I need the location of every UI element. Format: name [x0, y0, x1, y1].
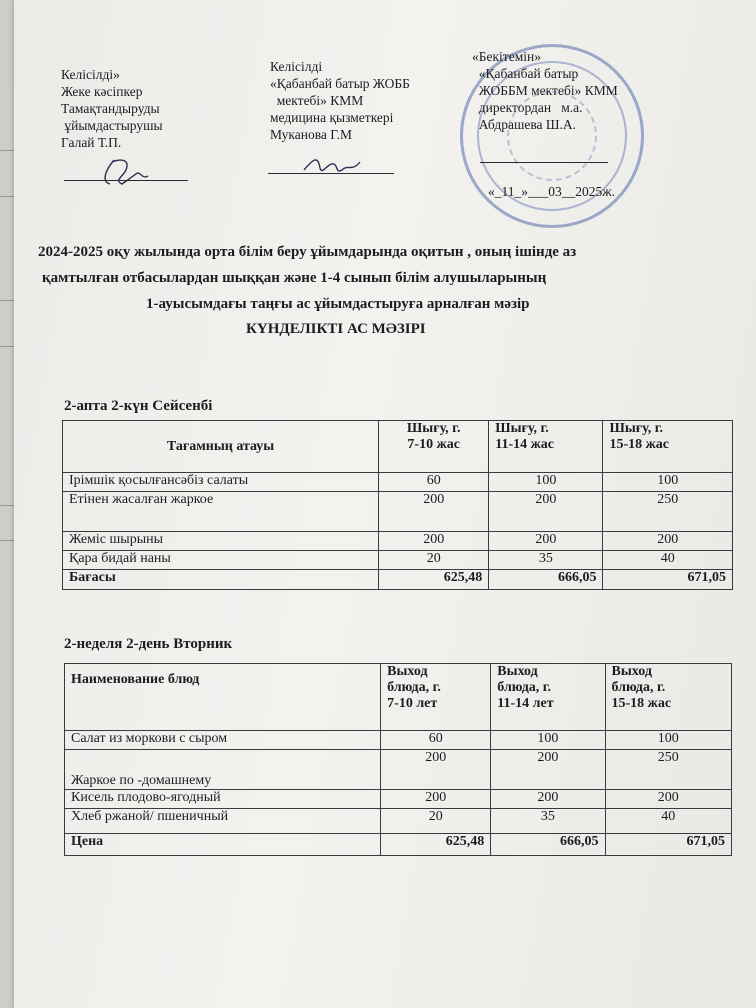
doc-title-main: КҮНДЕЛІКТІ АС МӘЗІРІ — [246, 321, 426, 337]
table-row — [63, 473, 733, 492]
yield-value: 200 — [381, 750, 491, 790]
dish-name: Ірімшік қосылғансәбіз салаты — [63, 473, 379, 492]
yield-value: 100 — [489, 473, 603, 492]
kz-header-yield: Шығу, г. 15-18 жас — [603, 421, 733, 473]
price-label: Цена — [65, 834, 381, 856]
table-row-total — [63, 570, 733, 590]
yield-value: 200 — [379, 492, 489, 532]
approval-right-line: Абдрашева Ш.А. — [472, 117, 577, 132]
price-value: 671,05 — [603, 570, 733, 590]
dish-name: Жеміс шырыны — [63, 532, 379, 551]
ru-header-dish: Наименование блюд — [65, 664, 381, 731]
yield-value: 20 — [381, 809, 491, 834]
yield-value: 200 — [605, 790, 731, 809]
table-row-total — [65, 834, 732, 856]
yield-value: 200 — [381, 790, 491, 809]
adjacent-page-edge — [0, 0, 14, 1008]
kz-header-dish: Тағамның атауы — [63, 421, 379, 473]
doc-title-line-2: қамтылған отбасылардан шыққан және 1-4 сынып білім алушыларының — [42, 270, 547, 286]
yield-value: 40 — [605, 809, 731, 834]
yield-value: 200 — [491, 750, 605, 790]
price-value: 625,48 — [379, 570, 489, 590]
yield-value: 250 — [603, 492, 733, 532]
table-row — [65, 809, 732, 834]
signature-line-left — [64, 180, 188, 181]
yield-value: 100 — [491, 731, 605, 750]
kz-day-heading: 2-апта 2-күн Сейсенбі — [64, 398, 213, 414]
price-label: Бағасы — [63, 570, 379, 590]
yield-value: 250 — [605, 750, 731, 790]
approval-date: «_11_»___03__2025ж. — [488, 184, 615, 199]
approval-middle-line: Келісілді — [270, 59, 323, 74]
ru-header-yield: Выход блюда, г. 7-10 лет — [381, 664, 491, 731]
price-value: 671,05 — [605, 834, 731, 856]
yield-value: 60 — [379, 473, 489, 492]
yield-value: 200 — [489, 492, 603, 532]
ru-menu-table — [64, 663, 732, 856]
kz-header-yield: Шығу, г. 11-14 жас — [489, 421, 603, 473]
signature-middle — [300, 148, 370, 182]
table-row — [63, 551, 733, 570]
table-row — [65, 750, 732, 790]
dish-name: Қара бидай наны — [63, 551, 379, 570]
price-value: 666,05 — [489, 570, 603, 590]
price-value: 666,05 — [491, 834, 605, 856]
approval-middle-line: «Қабанбай батыр ЖОББ — [270, 76, 410, 91]
approval-left — [61, 66, 163, 151]
approval-middle — [270, 58, 410, 143]
yield-value: 100 — [603, 473, 733, 492]
approval-middle-line: Муканова Г.М — [270, 127, 352, 142]
yield-value: 100 — [605, 731, 731, 750]
ru-day-heading: 2-неделя 2-день Вторник — [64, 636, 233, 652]
dish-name: Хлеб ржаной/ пшеничный — [65, 809, 381, 834]
approval-right-line: «Қабанбай батыр — [472, 66, 579, 81]
table-row — [65, 790, 732, 809]
doc-title-line-1: 2024-2025 оқу жылында орта білім беру ұйымдарында оқитын , оның ішінде аз — [38, 244, 577, 260]
kz-header-yield: Шығу, г. 7-10 жас — [379, 421, 489, 473]
approval-middle-line: медицина қызметкері — [270, 110, 394, 125]
document-page — [14, 0, 756, 1008]
signature-line-right — [480, 162, 608, 163]
table-row — [63, 532, 733, 551]
dish-name: Кисель плодово-ягодный — [65, 790, 381, 809]
approval-right-line: ЖОББМ мектебі» КММ — [472, 83, 618, 98]
yield-value: 35 — [491, 809, 605, 834]
approval-right-line: «Бекітемін» — [472, 49, 541, 64]
yield-value: 200 — [379, 532, 489, 551]
yield-value: 200 — [603, 532, 733, 551]
approval-left-line: Жеке кәсіпкер — [61, 84, 143, 99]
price-value: 625,48 — [381, 834, 491, 856]
approval-left-line: Келісілді» — [61, 67, 120, 82]
yield-value: 200 — [489, 532, 603, 551]
ru-header-yield: Выход блюда, г. 11-14 лет — [491, 664, 605, 731]
dish-name: Жаркое по -домашнему — [65, 750, 381, 790]
kz-menu-table — [62, 420, 733, 590]
yield-value: 60 — [381, 731, 491, 750]
yield-value: 40 — [603, 551, 733, 570]
table-row — [65, 731, 732, 750]
signature-line-middle — [268, 173, 394, 174]
approval-right-line: директордан м.а. — [472, 100, 583, 115]
yield-value: 35 — [489, 551, 603, 570]
dish-name: Етінен жасалған жаркое — [63, 492, 379, 532]
approval-right — [472, 48, 618, 133]
approval-middle-line: мектебі» КММ — [270, 93, 364, 108]
ru-header-yield: Выход блюда, г. 15-18 жас — [605, 664, 731, 731]
approval-left-line: ұйымдастырушы — [61, 118, 163, 133]
table-row — [63, 492, 733, 532]
signature-left — [92, 152, 162, 192]
yield-value: 200 — [491, 790, 605, 809]
yield-value: 20 — [379, 551, 489, 570]
dish-name: Салат из моркови с сыром — [65, 731, 381, 750]
approval-left-line: Тамақтандыруды — [61, 101, 160, 116]
doc-title-line-3: 1-ауысымдағы таңғы ас ұйымдастыруға арналған мәзір — [146, 296, 530, 312]
approval-left-line: Галай Т.П. — [61, 135, 122, 150]
